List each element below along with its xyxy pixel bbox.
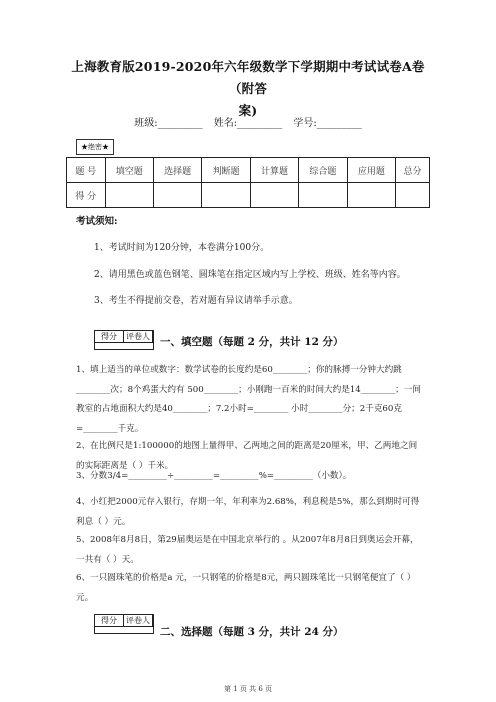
grader-box-grader-label: 评卷人 (124, 331, 153, 342)
question-item: 1、填上适当的单位或数字：数学试卷的长度约是60________；你的脉搏一分钟大约跳________次；8个鸡蛋大约有 500________；小刚跑一百米的时间大约是14________；一间教室的占地面积大约是40________；7.2小时=________ 小时________分；2千克60克=________千克。 (76, 365, 421, 434)
student-info-line (0, 114, 496, 129)
page-footer: 第 1 页 共 6 页 (223, 685, 273, 693)
notice-item: 2、请用黑色或蓝色钢笔、圆珠笔在指定区域内写上学校、班级、姓名等内容。 (94, 270, 406, 280)
grader-box-score-label: 得分 (95, 331, 124, 342)
score-table-header-row (67, 158, 430, 183)
score-header-cell: 应用题 (347, 158, 395, 183)
title-line-1: 上海教育版2019-2020年六年级数学下学期期中考试试卷A卷 （附答 (71, 59, 425, 96)
student-id-field: 学号:_________ (293, 118, 362, 129)
score-header-cell: 总分 (396, 158, 430, 183)
notice-item: 3、考生不得提前交卷，若对题有异议请举手示意。 (94, 296, 298, 306)
question-item: 4、小红把2000元存入银行，存期一年，年利率为2.68%，利息税是5%，那么到期时可得利息（ ）元。 (76, 497, 420, 527)
score-header-cell: 判断题 (202, 158, 250, 183)
score-cell (202, 183, 250, 208)
score-cell (396, 183, 430, 208)
score-row-label: 得 分 (67, 183, 106, 208)
question-item: 2、在比例尺是1:100000的地图上量得甲、乙两地之间的距离是20厘米，甲、乙两地之间的实际距离是（ ）千米。 (76, 441, 418, 471)
question-item: 6、一只圆珠笔的价格是a 元，一只钢笔的价格是8元，两只圆珠笔比一只钢笔便宜了（ ）元。 (76, 573, 416, 603)
question-item: 3、分数3/4=_________÷_________=_________%=_________（小数）。 (76, 471, 352, 481)
score-cell (347, 183, 395, 208)
score-cell (250, 183, 298, 208)
question-item: 5、2008年8月8日，第29届奥运是在中国北京举行的 。从2007年8月8日到奥运会开幕，一共有（ ）天。 (76, 535, 419, 565)
grader-box (94, 330, 154, 350)
name-field: 姓名:_________ (213, 118, 283, 129)
score-table (66, 157, 430, 208)
score-cell (153, 183, 201, 208)
section-1-heading: 一、填空题（每题 2 分，共计 12 分） (160, 336, 344, 348)
grader-box-score-label: 得分 (95, 615, 124, 626)
score-table-score-row (67, 183, 430, 208)
notice-heading: 考试须知: (76, 216, 118, 227)
section-2-heading: 二、选择题（每题 3 分，共计 24 分） (160, 626, 344, 638)
title-line-2: 案) (238, 103, 258, 118)
grader-box (94, 614, 154, 634)
score-header-cell: 综合题 (299, 158, 347, 183)
score-header-cell: 计算题 (250, 158, 298, 183)
confidential-stamp: ★绝密★ (76, 139, 114, 155)
score-cell (299, 183, 347, 208)
grader-box-grader-label: 评卷人 (124, 615, 153, 626)
notice-item: 1、考试时间为120分钟，本卷满分100分。 (94, 243, 270, 253)
score-header-cell: 填空题 (105, 158, 153, 183)
score-header-cell: 题 号 (67, 158, 106, 183)
score-header-cell: 选择题 (153, 158, 201, 183)
score-cell (105, 183, 153, 208)
exam-title (60, 56, 436, 122)
class-field: 班级:_________ (134, 118, 203, 129)
